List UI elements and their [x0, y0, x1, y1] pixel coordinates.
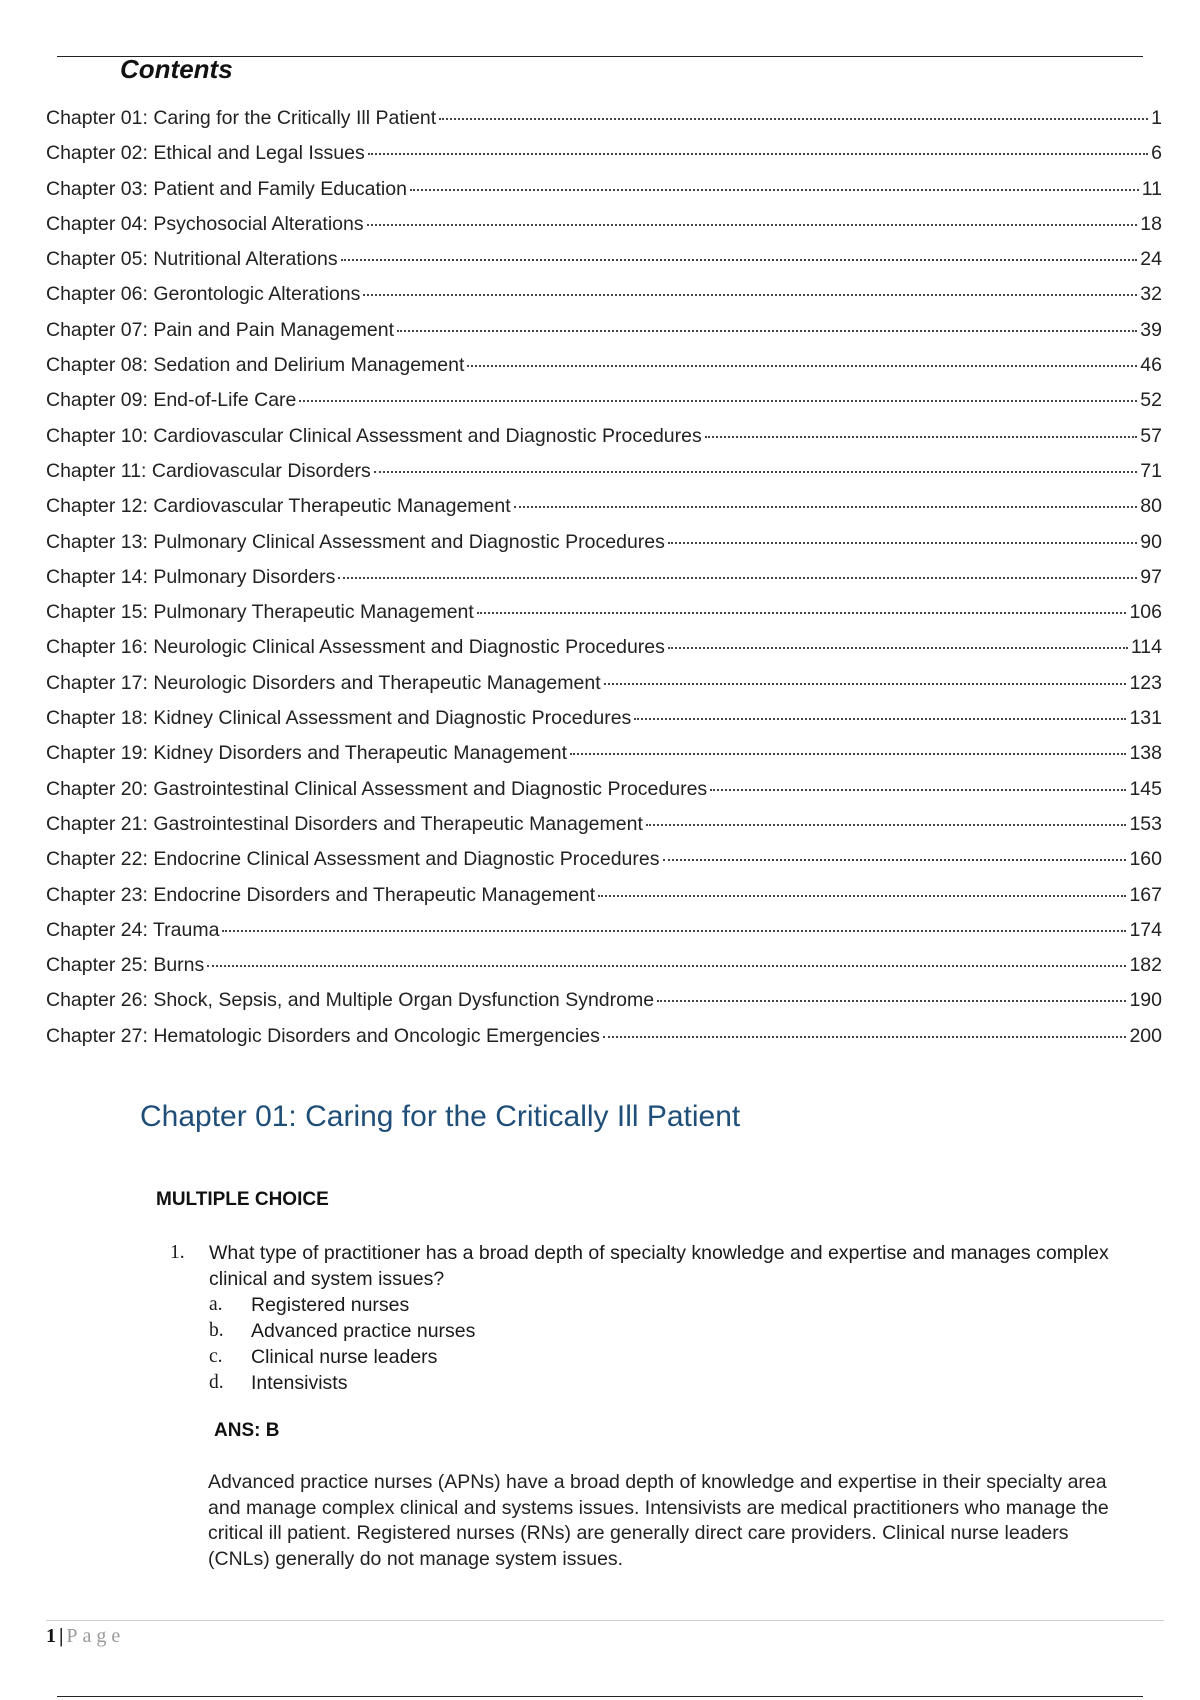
- toc-entry-title: Chapter 09: End-of-Life Care: [46, 389, 297, 412]
- footer-rule: [46, 1620, 1164, 1621]
- toc-entry[interactable]: [46, 354, 1162, 389]
- toc-dot-leader: [598, 895, 1126, 897]
- toc-entry[interactable]: [46, 178, 1162, 213]
- toc-dot-leader: [299, 400, 1137, 402]
- toc-entry-title: Chapter 20: Gastrointestinal Clinical Assessment and Diagnostic Procedures: [46, 777, 708, 800]
- toc-dot-leader: [222, 930, 1126, 932]
- contents-title: Contents: [120, 54, 233, 84]
- toc-dot-leader: [367, 224, 1138, 226]
- toc-entry-title: Chapter 21: Gastrointestinal Disorders and Therapeutic Management: [46, 812, 643, 835]
- toc-entry[interactable]: [46, 495, 1162, 530]
- toc-entry-title: Chapter 25: Burns: [46, 954, 205, 977]
- toc-entry[interactable]: [46, 884, 1162, 919]
- toc-entry[interactable]: [46, 142, 1162, 177]
- toc-entry-title: Chapter 17: Neurologic Disorders and Therapeutic Management: [46, 671, 601, 694]
- toc-entry-page: 24: [1140, 248, 1162, 271]
- toc-entry[interactable]: [46, 107, 1162, 142]
- option-text: Clinical nurse leaders: [251, 1346, 438, 1368]
- bottom-rule: [57, 1696, 1143, 1697]
- toc-entry-page: 1: [1151, 107, 1162, 129]
- option-letter: c.: [209, 1346, 223, 1367]
- toc-dot-leader: [341, 259, 1138, 261]
- toc-dot-leader: [477, 612, 1127, 614]
- toc-dot-leader: [663, 859, 1127, 861]
- toc-entry-page: 71: [1140, 459, 1162, 482]
- toc-dot-leader: [397, 330, 1137, 332]
- toc-dot-leader: [603, 1036, 1127, 1038]
- toc-entry-title: Chapter 26: Shock, Sepsis, and Multiple Organ Dysfunction Syndrome: [46, 989, 655, 1012]
- answer-option: [209, 1370, 1110, 1396]
- toc-entry-title: Chapter 18: Kidney Clinical Assessment and Diagnostic Procedures: [46, 707, 632, 730]
- toc-entry-page: 114: [1130, 636, 1162, 659]
- toc-dot-leader: [668, 542, 1137, 544]
- footer-page-number: 1: [46, 1625, 56, 1647]
- toc-dot-leader: [514, 506, 1138, 508]
- toc-entry-title: Chapter 08: Sedation and Delirium Management: [46, 354, 465, 377]
- toc-entry-page: 106: [1129, 601, 1162, 624]
- table-of-contents: [46, 107, 1162, 1060]
- answer-key: ANS: B: [214, 1420, 280, 1441]
- answer-option: [209, 1318, 1110, 1344]
- toc-dot-leader: [634, 718, 1126, 720]
- toc-dot-leader: [338, 577, 1137, 579]
- toc-entry-page: 46: [1140, 354, 1162, 377]
- toc-entry-page: 97: [1140, 565, 1162, 588]
- toc-dot-leader: [363, 294, 1137, 296]
- answer-options: [209, 1292, 1110, 1396]
- toc-entry[interactable]: [46, 919, 1162, 954]
- toc-entry[interactable]: [46, 954, 1162, 989]
- section-label: MULTIPLE CHOICE: [156, 1189, 329, 1210]
- toc-entry-page: 160: [1129, 848, 1162, 871]
- toc-entry-page: 138: [1129, 742, 1162, 765]
- toc-entry[interactable]: [46, 672, 1162, 707]
- toc-dot-leader: [207, 965, 1126, 967]
- page-footer: [46, 1625, 125, 1648]
- chapter-heading: Chapter 01: Caring for the Critically Ill Patient: [140, 1100, 741, 1133]
- toc-entry[interactable]: [46, 742, 1162, 777]
- toc-entry-title: Chapter 02: Ethical and Legal Issues: [46, 142, 365, 165]
- toc-entry-page: 182: [1129, 954, 1162, 977]
- toc-dot-leader: [374, 471, 1138, 473]
- toc-entry-page: 18: [1140, 212, 1162, 235]
- option-letter: b.: [209, 1320, 224, 1341]
- toc-entry[interactable]: [46, 848, 1162, 883]
- toc-entry-page: 52: [1140, 389, 1162, 412]
- toc-entry-title: Chapter 19: Kidney Disorders and Therapeutic Management: [46, 742, 568, 765]
- toc-entry-title: Chapter 11: Cardiovascular Disorders: [46, 459, 371, 482]
- toc-entry-title: Chapter 10: Cardiovascular Clinical Assessment and Diagnostic Procedures: [46, 424, 702, 447]
- toc-entry[interactable]: [46, 1025, 1162, 1060]
- question-block: [170, 1240, 1110, 1396]
- option-text: Intensivists: [251, 1372, 348, 1394]
- toc-entry[interactable]: [46, 707, 1162, 742]
- toc-entry-page: 174: [1129, 918, 1162, 941]
- toc-dot-leader: [467, 365, 1137, 367]
- toc-entry-page: 123: [1129, 671, 1162, 694]
- question-text: What type of practitioner has a broad depth of specialty knowledge and expertise and manages complex clinical and system issues?: [209, 1242, 1109, 1290]
- toc-entry[interactable]: [46, 248, 1162, 283]
- toc-entry-page: 153: [1129, 812, 1162, 835]
- option-text: Registered nurses: [251, 1294, 410, 1316]
- toc-entry-title: Chapter 13: Pulmonary Clinical Assessment and Diagnostic Procedures: [46, 530, 665, 553]
- toc-entry-title: Chapter 12: Cardiovascular Therapeutic Management: [46, 495, 511, 518]
- toc-entry-page: 145: [1129, 777, 1162, 800]
- toc-entry-title: Chapter 24: Trauma: [46, 918, 220, 941]
- toc-dot-leader: [604, 683, 1127, 685]
- toc-entry-title: Chapter 07: Pain and Pain Management: [46, 318, 394, 341]
- option-text: Advanced practice nurses: [251, 1320, 476, 1342]
- toc-entry[interactable]: [46, 989, 1162, 1024]
- toc-dot-leader: [668, 647, 1128, 649]
- toc-entry-title: Chapter 23: Endocrine Disorders and Therapeutic Management: [46, 883, 596, 906]
- toc-entry[interactable]: [46, 283, 1162, 318]
- toc-entry-page: 32: [1140, 283, 1162, 306]
- toc-entry-title: Chapter 22: Endocrine Clinical Assessment and Diagnostic Procedures: [46, 848, 660, 871]
- toc-entry-title: Chapter 03: Patient and Family Education: [46, 177, 407, 200]
- toc-entry-title: Chapter 16: Neurologic Clinical Assessment and Diagnostic Procedures: [46, 636, 665, 659]
- answer-option: [209, 1344, 1110, 1370]
- option-letter: d.: [209, 1372, 224, 1393]
- toc-entry-page: 190: [1129, 989, 1162, 1012]
- footer-page-word: Page: [66, 1625, 126, 1647]
- toc-entry[interactable]: [46, 425, 1162, 460]
- rationale-text: Advanced practice nurses (APNs) have a broad depth of knowledge and expertise in their specialty area and manage complex clinical and systems issues. Intensivists are medical practitioners who manage the critical ill patient. Registered nurses (RNs) are generally direct care providers. Clinical nurse leaders (CNLs) generally do not manage system issues.: [208, 1471, 1109, 1570]
- toc-entry[interactable]: [46, 389, 1162, 424]
- toc-entry-page: 80: [1140, 495, 1162, 518]
- toc-dot-leader: [657, 1000, 1126, 1002]
- toc-entry-page: 90: [1140, 530, 1162, 553]
- toc-dot-leader: [646, 824, 1127, 826]
- toc-entry-page: 167: [1129, 883, 1162, 906]
- toc-entry-page: 11: [1141, 177, 1162, 200]
- toc-dot-leader: [439, 118, 1148, 120]
- toc-dot-leader: [368, 153, 1148, 155]
- toc-entry-page: 57: [1140, 424, 1162, 447]
- toc-entry[interactable]: [46, 531, 1162, 566]
- toc-entry-title: Chapter 14: Pulmonary Disorders: [46, 565, 336, 588]
- toc-entry[interactable]: [46, 636, 1162, 671]
- option-letter: a.: [209, 1294, 223, 1315]
- toc-entry-page: 131: [1129, 707, 1162, 730]
- toc-entry-title: Chapter 15: Pulmonary Therapeutic Management: [46, 601, 474, 624]
- toc-dot-leader: [705, 436, 1138, 438]
- question-number: 1.: [170, 1242, 185, 1263]
- toc-entry-page: 6: [1151, 142, 1162, 165]
- answer-option: [209, 1292, 1110, 1318]
- toc-entry-title: Chapter 04: Psychosocial Alterations: [46, 212, 364, 235]
- toc-entry[interactable]: [46, 813, 1162, 848]
- toc-entry[interactable]: [46, 460, 1162, 495]
- toc-entry-page: 200: [1129, 1024, 1162, 1047]
- toc-entry-title: Chapter 27: Hematologic Disorders and Oncologic Emergencies: [46, 1024, 600, 1047]
- toc-entry[interactable]: [46, 319, 1162, 354]
- toc-dot-leader: [410, 189, 1139, 191]
- toc-dot-leader: [710, 789, 1126, 791]
- toc-entry-title: Chapter 06: Gerontologic Alterations: [46, 283, 361, 306]
- toc-dot-leader: [570, 753, 1126, 755]
- toc-entry[interactable]: [46, 566, 1162, 601]
- toc-entry[interactable]: [46, 778, 1162, 813]
- toc-entry-title: Chapter 05: Nutritional Alterations: [46, 248, 338, 271]
- toc-entry[interactable]: [46, 601, 1162, 636]
- toc-entry-title: Chapter 01: Caring for the Critically Ill Patient: [46, 107, 437, 129]
- toc-entry-page: 39: [1140, 318, 1162, 341]
- footer-separator: |: [59, 1625, 64, 1647]
- toc-entry[interactable]: [46, 213, 1162, 248]
